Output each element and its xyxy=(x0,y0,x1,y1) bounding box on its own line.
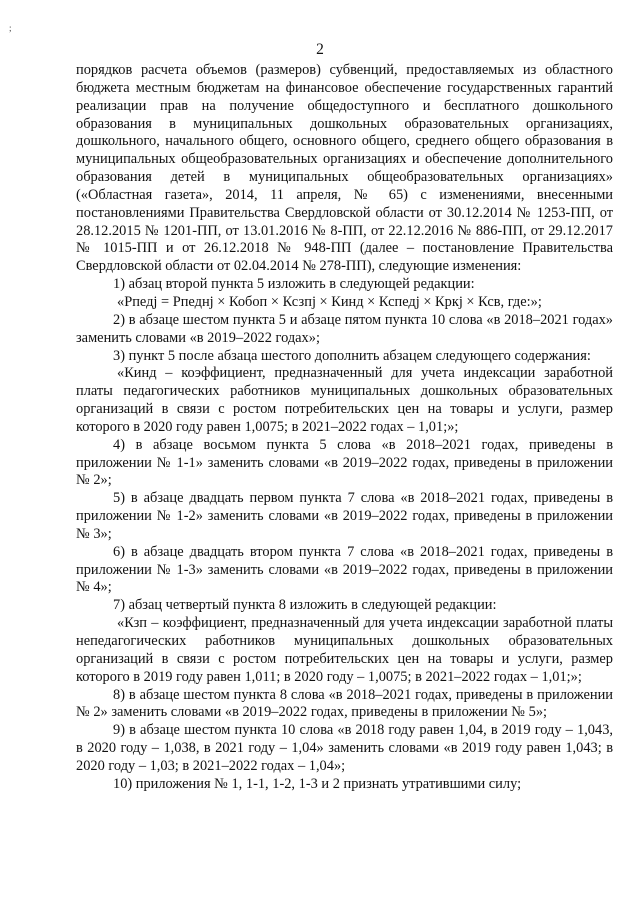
document-body xyxy=(76,62,613,794)
page-number: 2 xyxy=(316,41,324,58)
paragraph-item-10: 10) приложения № 1, 1-1, 1-2, 1-3 и 2 признать утратившими силу; xyxy=(113,775,522,792)
quote-kzp: «Кзп – коэффициент, предназначенный для учета индексации заработной платы непедагогических работников муниципальных дошкольных образовательных организаций в связи с ростом потребительских цен на товары и услуги, размер которого в 2019 году равен 1,011; в 2020 году – 1,0075; в 2021–2022 годах – 1,01;»; xyxy=(76,615,613,685)
paragraph-item-9: 9) в абзаце шестом пункта 10 слова «в 2018 году равен 1,04, в 2019 году – 1,043, в 2020 году – 1,038, в 2021 году – 1,04» заменить словами «в 2019 году равен 1,043; в 2020 году – 1,03; в 2021–2022 годах – 1,04»; xyxy=(76,722,613,774)
paragraph-intro: порядков расчета объемов (размеров) субвенций, предоставляемых из областного бюджета местным бюджетам на финансовое обеспечение государственных гарантий реализации прав на получение общедоступного и бесплатного дошкольного образования в муниципальных дошкольных образовательных организациях, дошкольного, начального общего, основного общего, среднего общего образования в муниципальных общеобразовательных организациях и обеспечение дополнительного образования детей в муниципальных общеобразовательных организациях» («Областная газета», 2014, 11 апреля, № 65) с изменениями, внесенными постановлениями Правительства Свердловской области от 30.12.2014 № 1253-ПП, от 28.12.2015 № 1201-ПП, от 13.01.2016 № 8-ПП, от 22.12.2016 № 886-ПП, от 29.12.2017 № 1015-ПП и от 26.12.2018 № 948-ПП (далее – постановление Правительства Свердловской области от 02.04.2014 № 278-ПП), следующие изменения: xyxy=(76,62,613,275)
paragraph-item-5: 5) в абзаце двадцать первом пункта 7 слова «в 2018–2021 годах, приведены в приложении № 1-2» заменить словами «в 2019–2022 годах, приведены в приложении № 3»; xyxy=(76,490,613,542)
paragraph-item-2: 2) в абзаце шестом пункта 5 и абзаце пятом пункта 10 слова «в 2018–2021 годах» заменить словами «в 2019–2022 годах»; xyxy=(76,311,613,346)
formula-line: «Рпедj = Рпеднj × Кобоп × Ксзпj × Кинд × Кспедj × Кркj × Ксв, где:»; xyxy=(117,293,542,310)
paragraph-item-7: 7) абзац четвертый пункта 8 изложить в следующей редакции: xyxy=(113,597,497,614)
paragraph-item-4: 4) в абзаце восьмом пункта 5 слова «в 2018–2021 годах, приведены в приложении № 1-1» заменить словами «в 2019–2022 годах, приведены в приложении № 2»; xyxy=(76,436,613,489)
margin-mark: ; xyxy=(9,23,12,33)
quote-kind: «Кинд – коэффициент, предназначенный для учета индексации заработной платы педагогических работников муниципальных дошкольных образовательных организаций в связи с ростом потребительских цен на товары и услуги, размер которого в 2020 году равен 1,0075; в 2021–2022 годах – 1,01;»; xyxy=(76,365,613,435)
paragraph-item-3: 3) пункт 5 после абзаца шестого дополнить абзацем следующего содержания: xyxy=(113,347,591,364)
paragraph-item-8: 8) в абзаце шестом пункта 8 слова «в 2018–2021 годах, приведены в приложении № 2» заменить словами «в 2019–2022 годах, приведены в приложении № 5»; xyxy=(76,686,613,721)
paragraph-item-1: 1) абзац второй пункта 5 изложить в следующей редакции: xyxy=(113,276,475,293)
paragraph-item-6: 6) в абзаце двадцать втором пункта 7 слова «в 2018–2021 годах, приведены в приложении № 1-3» заменить словами «в 2019–2022 годах, приведены в приложении № 4»; xyxy=(76,543,613,596)
